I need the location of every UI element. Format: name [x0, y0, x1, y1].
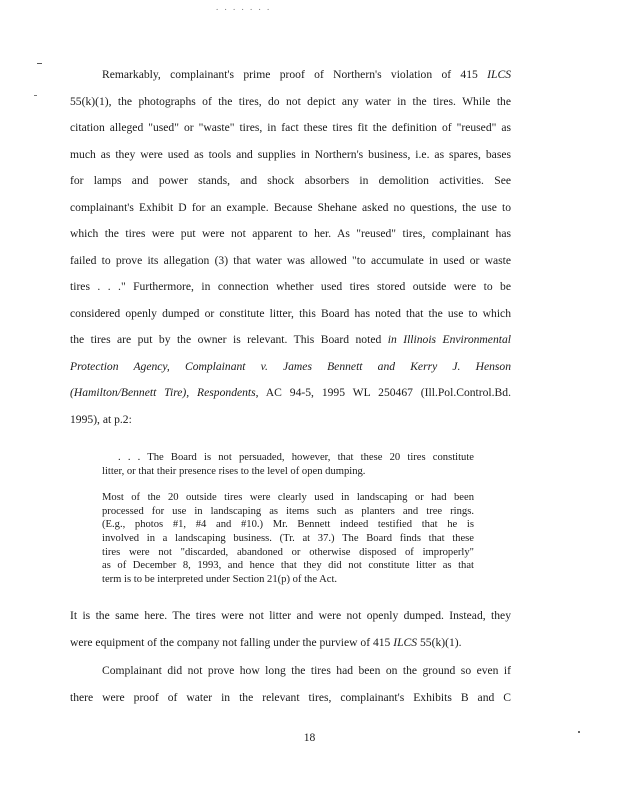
quote-line: (E.g., photos #1, #4 and #10.) Mr. Bennett indeed testified that he is [102, 519, 474, 531]
margin-mark [37, 63, 42, 64]
quote-line: as of December 8, 1993, and hence that they did not constitute litter as that [102, 560, 474, 572]
text-line: (Hamilton/Bennett Tire), Respondents, AC 94-5, 1995 WL 250467 (Ill.Pol.Control.Bd. [70, 386, 511, 399]
text-line: the tires are put by the owner is relevant. This Board noted in Illinois Environmental [70, 333, 511, 346]
text-line: Complainant did not prove how long the tires had been on the ground so even if [102, 664, 511, 677]
text-line: considered openly dumped or constitute litter, this Board has noted that the use to which [70, 306, 511, 320]
text-line: failed to prove its allegation (3) that water was allowed "to accumulate in used or waste [70, 253, 511, 267]
text-line: Protection Agency, Complainant v. James Bennett and Kerry J. Henson [70, 359, 511, 373]
quote-line: . . . The Board is not persuaded, however, that these 20 tires constitute [118, 452, 474, 463]
text-line: 55(k)(1), the photographs of the tires, do not depict any water in the tires. While the [70, 94, 511, 108]
text-line: were equipment of the company not falling under the purview of 415 ILCS 55(k)(1). [70, 635, 462, 649]
text-line: citation alleged "used" or "waste" tires, in fact these tires fit the definition of "reused" as [70, 121, 511, 134]
quote-line: processed for use in landscaping as items such as planters and tree rings. [102, 505, 474, 517]
text-line: which the tires were put were not apparent to her. As "reused" tires, complainant has [70, 227, 511, 240]
scan-marks: . . . . . . . [216, 2, 272, 12]
paragraph-complainant [70, 658, 511, 711]
text-line: much as they were used as tools and supplies in Northern's business, i.e. as spares, bases [70, 147, 511, 161]
text-line: Remarkably, complainant's prime proof of Northern's violation of 415 ILCS [102, 68, 511, 81]
quote-line: involved in a landscaping business. (Tr. at 37.) The Board finds that these [102, 532, 474, 544]
margin-mark [34, 95, 37, 96]
text-line: complainant's Exhibit D for an example. Because Shehane asked no questions, the use to [70, 200, 511, 214]
block-quote [102, 451, 474, 586]
text-line: tires . . ." Furthermore, in connection whether used tires stored outside were to be [70, 280, 511, 293]
page-number: 18 [303, 731, 316, 744]
quote-line: Most of the 20 outside tires were clearly used in landscaping or had been [102, 492, 474, 504]
text-line: It is the same here. The tires were not litter and were not openly dumped. Instead, they [70, 609, 511, 622]
quote-line: litter, or that their presence rises to the level of open dumping. [102, 465, 366, 477]
paragraph-same-here [70, 603, 511, 656]
quote-line: tires were not "discarded, abandoned or otherwise disposed of improperly" [102, 546, 474, 558]
paragraph-remarkably [70, 62, 511, 433]
text-line: there were proof of water in the relevant tires, complainant's Exhibits B and C [70, 690, 511, 704]
quote-line: term is to be interpreted under Section 21(p) of the Act. [102, 573, 338, 585]
text-line: 1995), at p.2: [70, 412, 132, 426]
text-line: for lamps and power stands, and shock absorbers in demolition activities. See [70, 174, 511, 187]
